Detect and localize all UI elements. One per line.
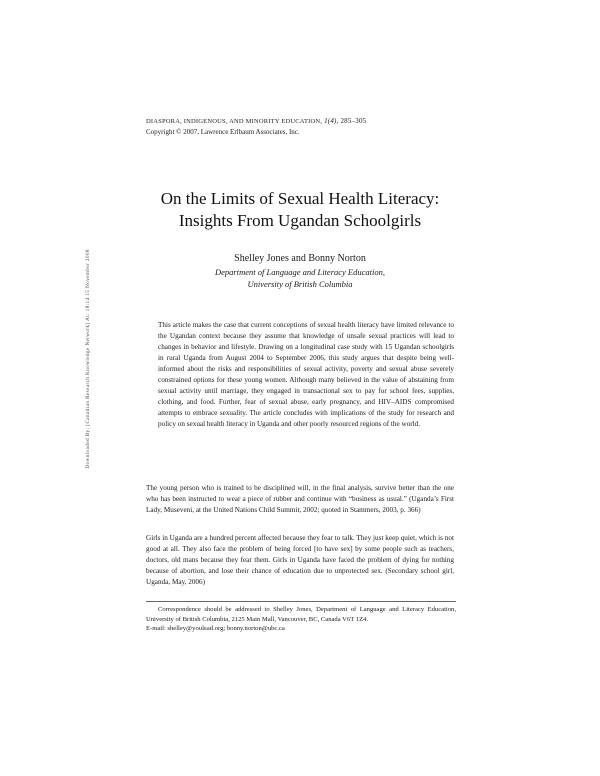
epigraph-1: The young person who is trained to be disciplined will, in the final analysis, survive better than the one who has been instructed to wear a piece of rubber and continue with “business as usual.” (Uganda’s First Lady, Museveni, at the United Nations Child Summit, 2002; quoted in Stammers, 2003, p. 366) [146, 484, 454, 514]
correspondence-footnote [146, 605, 456, 634]
correspondence-email: E-mail: shelley@youlead.org; bonny.norton@ubc.ca [146, 625, 285, 633]
copyright-line: Copyright © 2007, Lawrence Erlbaum Associates, Inc. [146, 128, 300, 136]
affiliation-line-1: Department of Language and Literacy Education, [215, 267, 385, 277]
affiliation [100, 266, 500, 290]
abstract: This article makes the case that current conceptions of sexual health literacy have limited relevance to the Ugandan context because they assume that knowledge of unsafe sexual practices will lead to changes in behavior and lifestyle. Drawing on a longitudinal case study with 15 Ugandan schoolgirls in rural Uganda from August 2004 to September 2006, this study argues that despite being well-informed about the risks and responsibilities of sexual activity, poverty and sexual abuse severely constrained options for these young women. Although many believed in the value of abstaining from sexual activity until marriage, they engaged in transactional sex to pay for school fees, supplies, clothing, and food. Further, fear of sexual abuse, early pregnancy, and HIV–AIDS compromised attempts to embrace sexuality. The article concludes with implications of the study for research and policy on sexual health literacy in Uganda and other poorly resourced regions of the world. [158, 321, 454, 428]
title-line-1: On the Limits of Sexual Health Literacy: [160, 189, 440, 208]
epigraph-2: Girls in Uganda are a hundred percent affected because they fear to talk. They just keep quiet, which is not good at all. They also face the problem of being forced [to have sex] by some people such as teachers, doctors, old mans because they fear them. Girls in Uganda have faced the problem of dying for nothing because of abortion, and lose their chance of education due to unprotected sex. (Secondary school girl, Uganda, May, 2006) [146, 534, 454, 586]
journal-pages: 285–305 [340, 117, 367, 125]
footnote-divider [146, 601, 456, 602]
correspondence-text: Correspondence should be addressed to Shelley Jones, Department of Language and Literacy Education, University of British Columbia, 2125 Main Mall, Vancouver, BC, Canada V6T 1Z4. [146, 606, 456, 623]
article-title [100, 188, 500, 232]
download-stamp-text: Downloaded By: [Canadian Research Knowledge Network] At: 18:14 15 November 2008 [86, 249, 91, 469]
journal-citation [146, 116, 366, 127]
journal-volume: 1(4), [324, 117, 339, 125]
title-line-2: Insights From Ugandan Schoolgirls [178, 211, 422, 230]
affiliation-line-2: University of British Columbia [247, 279, 353, 289]
journal-header [146, 116, 366, 137]
journal-name: DIASPORA, INDIGENOUS, AND MINORITY EDUCATION, [146, 118, 323, 125]
authors: Shelley Jones and Bonny Norton [234, 253, 366, 264]
